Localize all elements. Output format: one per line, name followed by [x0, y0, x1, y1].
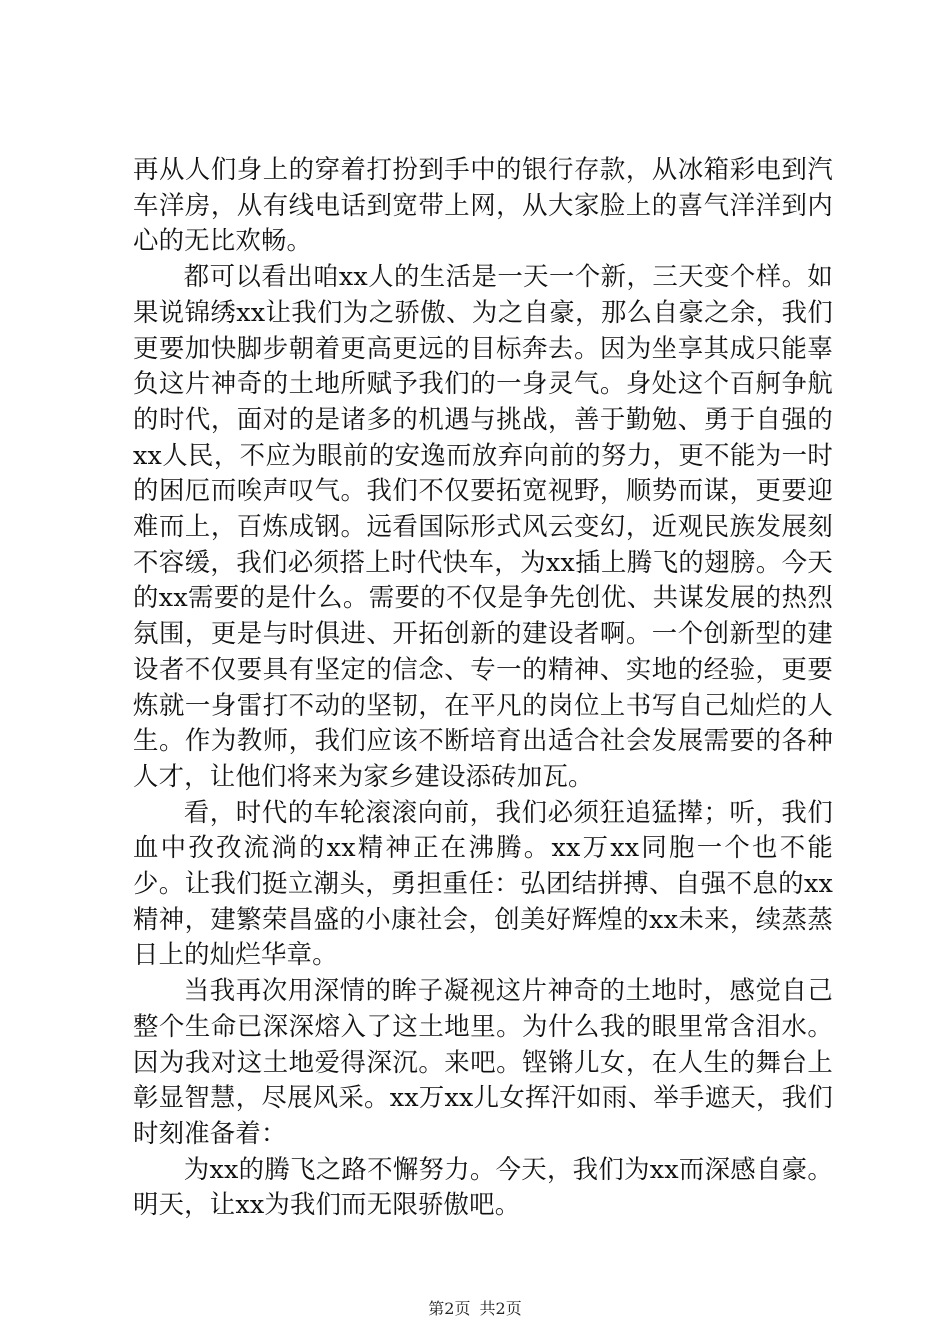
paragraph-continuation: 再从人们身上的穿着打扮到手中的银行存款，从冰箱彩电到汽车洋房，从有线电话到宽带上网，从大家脸上的喜气洋洋到内心的无比欢畅。 — [133, 154, 833, 256]
page-total: 共2页 — [479, 1299, 522, 1318]
page-footer — [0, 1298, 950, 1320]
paragraph: 看，时代的车轮滚滚向前，我们必须狂追猛撵；听，我们血中孜孜流淌的xx精神正在沸腾。xx万xx同胞一个也不能少。让我们挺立潮头，勇担重任：弘团结拼搏、自强不息的xx精神，建繁荣昌盛的小康社会，创美好辉煌的xx未来，续蒸蒸日上的灿烂华章。 — [133, 796, 833, 970]
paragraph: 当我再次用深情的眸子凝视这片神奇的土地时，感觉自己整个生命已深深熔入了这土地里。为什么我的眼里常含泪水。因为我对这土地爱得深沉。来吧。铿锵儿女，在人生的舞台上彰显智慧，尽展风采。xx万xx儿女挥汗如雨、举手遮天，我们时刻准备着： — [133, 975, 833, 1148]
paragraph: 为xx的腾飞之路不懈努力。今天，我们为xx而深感自豪。明天，让xx为我们而无限骄傲吧。 — [133, 1153, 833, 1220]
document-body — [133, 152, 833, 1223]
paragraph: 都可以看出咱xx人的生活是一天一个新，三天变个样。如果说锦绣xx让我们为之骄傲、为之自豪，那么自豪之余，我们更要加快脚步朝着更高更远的目标奔去。因为坐享其成只能辜负这片神奇的土地所赋予我们的一身灵气。身处这个百舸争航的时代，面对的是诸多的机遇与挑战，善于勤勉、勇于自强的xx人民，不应为眼前的安逸而放弃向前的努力，更不能为一时的困厄而唉声叹气。我们不仅要拓宽视野，顺势而谋，更要迎难而上，百炼成钢。远看国际形式风云变幻，近观民族发展刻不容缓，我们必须搭上时代快车，为xx插上腾飞的翅膀。今天的xx需要的是什么。需要的不仅是争先创优、共谋发展的热烈氛围，更是与时俱进、开拓创新的建设者啊。一个创新型的建设者不仅要具有坚定的信念、专一的精神、实地的经验，更要炼就一身雷打不动的坚韧，在平凡的岗位上书写自己灿烂的人生。作为教师，我们应该不断培育出适合社会发展需要的各种人才，让他们将来为家乡建设添砖加瓦。 — [133, 261, 833, 791]
page-number: 第2页 — [428, 1299, 471, 1318]
